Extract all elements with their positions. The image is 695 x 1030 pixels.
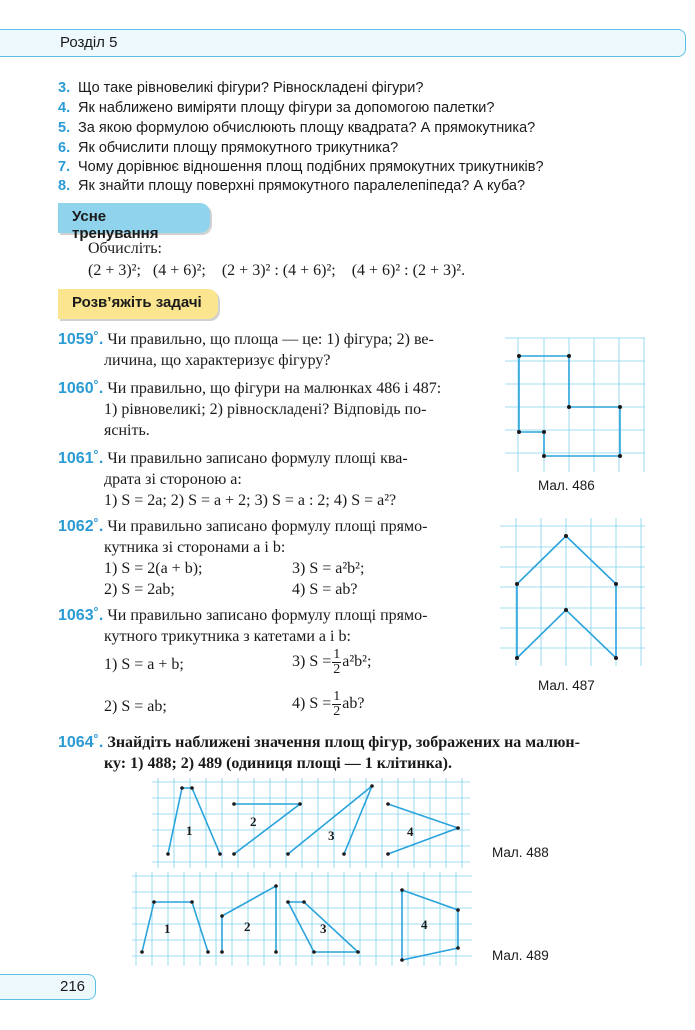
oral-expressions: (2 + 3)²; (4 + 6)²; (2 + 3)² : (4 + 6)²; (4 + 6)² : (2 + 3)². <box>88 262 466 279</box>
problem-1063: 1063˚. Чи правильно записано формулу площі прямо- <box>58 607 428 624</box>
figure-489-vertices <box>140 884 460 962</box>
figure-488-label-4: 4 <box>407 824 414 839</box>
figure-488 <box>152 778 470 868</box>
problem-1059-line2: личина, що характеризує фігуру? <box>104 352 331 369</box>
figure-488-shape-4 <box>388 804 458 854</box>
problem-1061-line2: драта зі стороною a: <box>104 471 242 488</box>
problem-1060-line2: 1) рівновеликі; 2) рівноскладені? Відповідь по- <box>104 401 427 418</box>
problem-1063-option2: 2) S = ab; <box>104 698 167 715</box>
figure-489-label-1: 1 <box>164 921 171 936</box>
figure-486 <box>505 338 645 472</box>
problem-1062: 1062˚. Чи правильно записано формулу площі прямо- <box>58 518 428 535</box>
problem-1063-option3: 3) S = $\frac{1}{2}$ a²b²; <box>292 647 372 677</box>
problem-1061-options: 1) S = 2a; 2) S = a + 2; 3) S = a : 2; 4) S = a²? <box>104 492 397 509</box>
problem-1062-option4: 4) S = ab? <box>292 581 358 598</box>
caption-486: Мал. 486 <box>538 478 595 493</box>
caption-488: Мал. 488 <box>492 845 549 860</box>
problem-1062-line2: кутника зі сторонами a і b: <box>104 539 286 556</box>
problem-1062-option3: 3) S = a²b²; <box>292 560 365 577</box>
page-number: 216 <box>60 978 86 995</box>
oral-prompt: Обчисліть: <box>88 240 162 257</box>
problem-1062-option2: 2) S = 2ab; <box>104 581 175 598</box>
figure-489-label-3: 3 <box>320 921 327 936</box>
question-3: 3. Що таке рівновеликі фігури? Рівноскладені фігури? <box>58 80 424 96</box>
problem-1063-option4: 4) S = $\frac{1}{2}$ ab? <box>292 689 365 719</box>
problem-1060-line3: ясніть. <box>104 422 150 439</box>
question-5: 5. За якою формулою обчислюють площу квадрата? А прямокутника? <box>58 120 536 136</box>
figure-486-grid <box>505 338 645 472</box>
problem-1064-line2: ку: 1) 488; 2) 489 (одиниця площі — 1 клітинка). <box>104 755 452 772</box>
section-title: Розділ 5 <box>60 34 118 51</box>
problem-1061: 1061˚. Чи правильно записано формулу площі ква- <box>58 450 408 467</box>
figure-488-label-2: 2 <box>250 814 257 829</box>
problem-1059: 1059˚. Чи правильно, що площа — це: 1) фігура; 2) ве- <box>58 331 434 348</box>
question-4: 4. Як наближено виміряти площу фігури за допомогою палетки? <box>58 100 495 116</box>
solve-problems-heading: Розв’яжіть задачі <box>58 289 218 319</box>
question-7: 7. Чому дорівнює відношення площ подібних прямокутних трикутників? <box>58 159 544 175</box>
figure-487 <box>500 518 645 666</box>
figure-487-shape <box>517 536 616 658</box>
figure-488-label-1: 1 <box>186 823 193 838</box>
question-8: 8. Як знайти площу поверхні прямокутного паралелепіпеда? А куба? <box>58 178 526 194</box>
caption-489: Мал. 489 <box>492 948 549 963</box>
problem-1060: 1060˚. Чи правильно, що фігури на малюнках 486 і 487: <box>58 380 442 397</box>
figure-488-grid <box>152 778 470 868</box>
figure-489-label-2: 2 <box>244 919 251 934</box>
figure-488-label-3: 3 <box>328 828 335 843</box>
figure-487-vertices <box>515 534 618 660</box>
figure-489-label-4: 4 <box>421 917 428 932</box>
problem-1062-option1: 1) S = 2(a + b); <box>104 560 203 577</box>
caption-487: Мал. 487 <box>538 678 595 693</box>
figure-487-grid <box>500 518 645 666</box>
figure-488-vertices <box>166 784 460 856</box>
figure-488-shape-2 <box>234 804 300 854</box>
oral-training-heading: Усне тренування <box>58 203 210 233</box>
problem-1063-option1: 1) S = a + b; <box>104 656 184 673</box>
problem-1063-line2: кутного трикутника з катетами a і b: <box>104 628 351 645</box>
question-6: 6. Як обчислити площу прямокутного трикутника? <box>58 140 399 156</box>
problem-1064: 1064˚. Знайдіть наближені значення площ фігур, зображених на малюн- <box>58 734 580 751</box>
figure-489-shape-4 <box>402 890 458 960</box>
